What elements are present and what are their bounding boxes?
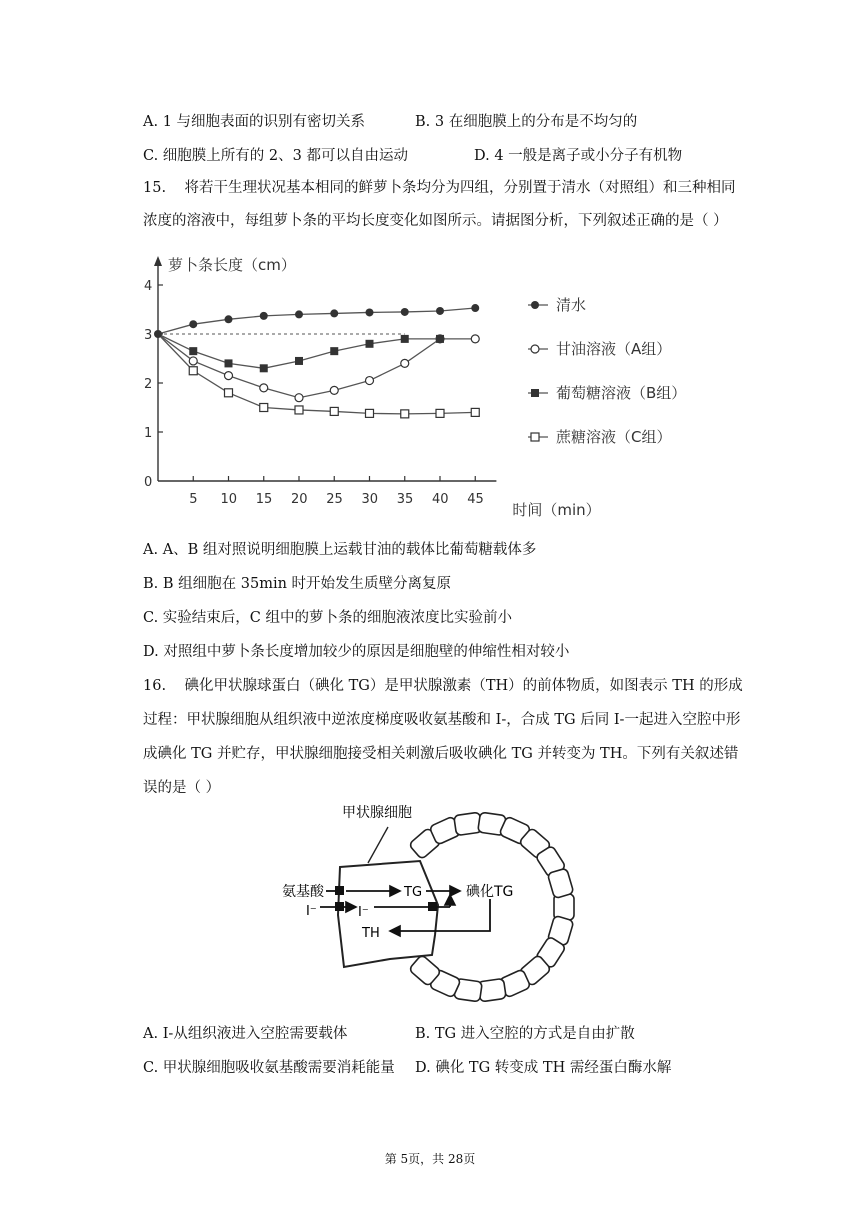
radish-length-chart: [130, 248, 687, 528]
chart-series: [154, 304, 479, 418]
series-point-2: [189, 347, 197, 355]
q15-option-c: C. 实验结束后，C 组中的萝卜条的细胞液浓度比实验前小: [143, 610, 512, 626]
th-label: TH: [362, 926, 380, 941]
q15-stem-text1: 将若干生理状况基本相同的鲜萝卜条均分为四组，分别置于清水（对照组）和三种相同: [184, 180, 736, 196]
series-point-2: [295, 357, 303, 365]
iodide-out-label: I⁻: [306, 904, 317, 919]
series-point-2: [260, 364, 268, 372]
series-point-2: [330, 347, 338, 355]
q15-number: 15.: [143, 180, 167, 196]
x-tick-label: 35: [396, 492, 414, 507]
series-point-2: [225, 359, 233, 367]
x-tick-label: 45: [467, 492, 484, 507]
q15-option-a: A. A、B 组对照说明细胞膜上运载甘油的载体比葡萄糖载体多: [143, 542, 537, 558]
x-tick-label: 20: [291, 492, 308, 507]
q15-option-d: D. 对照组中萝卜条长度增加较少的原因是细胞壁的伸缩性相对较小: [143, 644, 570, 660]
y-tick-label: 2: [144, 377, 153, 392]
q16-option-d: D. 碘化 TG 转变成 TH 需经蛋白酶水解: [415, 1060, 672, 1076]
series-point-0: [436, 307, 444, 315]
legend-marker-2: [531, 389, 539, 397]
q15-option-b: B. B 组细胞在 35min 时开始发生质壁分离复原: [143, 576, 452, 592]
legend-label-1: 甘油溶液（A组）: [556, 340, 672, 358]
series-point-3: [436, 409, 444, 417]
tg-label: TG: [404, 885, 423, 900]
series-point-1: [295, 394, 303, 402]
amino-acid-label: 氨基酸: [282, 884, 324, 900]
x-tick-label: 15: [255, 492, 273, 507]
series-point-2: [366, 340, 374, 348]
legend-marker-1: [531, 345, 539, 353]
series-point-3: [330, 407, 338, 415]
series-point-1: [471, 335, 479, 343]
y-axis-arrow: [154, 256, 162, 266]
y-tick-label: 4: [144, 279, 153, 294]
origin-label: 0: [144, 475, 153, 490]
cell-label: 甲状腺细胞: [342, 805, 412, 821]
series-point-0: [295, 310, 303, 318]
series-point-2: [436, 335, 444, 343]
q16-stem-line2: 过程：甲状腺细胞从组织液中逆浓度梯度吸收氨基酸和 I-，合成 TG 后同 I-一起进入空腔中形: [143, 712, 741, 728]
series-point-1: [330, 386, 338, 394]
series-point-0: [225, 315, 233, 323]
y-tick-label: 3: [144, 328, 153, 343]
series-point-3: [260, 404, 268, 412]
q14-option-d: D. 4 一般是离子或小分子有机物: [474, 148, 683, 164]
q16-option-a: A. I-从组织液进入空腔需要载体: [143, 1026, 348, 1042]
series-point-1: [366, 377, 374, 385]
series-point-3: [225, 389, 233, 397]
series-line-3: [158, 334, 475, 414]
y-axis-label: 萝卜条长度（cm）: [168, 256, 296, 274]
series-point-3: [189, 367, 197, 375]
series-line-1: [158, 334, 475, 398]
q16-option-c: C. 甲状腺细胞吸收氨基酸需要消耗能量: [143, 1060, 395, 1076]
start-point: [154, 330, 162, 338]
q14-option-c: C. 细胞膜上所有的 2、3 都可以自由运动: [143, 148, 408, 164]
legend-label-0: 清水: [556, 296, 587, 314]
cell-label-leader: [368, 827, 388, 863]
x-tick-label: 30: [361, 492, 379, 507]
q16-stem-line4: 误的是（ ）: [143, 780, 221, 796]
series-point-2: [401, 335, 409, 343]
legend-marker-3: [531, 433, 539, 441]
chart-axes: [144, 256, 601, 519]
series-point-0: [401, 308, 409, 316]
series-point-3: [401, 410, 409, 418]
legend-label-3: 蔗糖溶液（C组）: [556, 428, 672, 446]
series-point-0: [471, 304, 479, 312]
x-tick-label: 10: [220, 492, 238, 507]
series-point-0: [366, 308, 374, 316]
thyroid-follicle-diagram: [270, 795, 600, 1005]
q14-option-a: A. 1 与细胞表面的识别有密切关系: [143, 114, 366, 130]
series-line-0: [158, 308, 475, 334]
series-point-1: [189, 357, 197, 365]
q16-stem-text1: 碘化甲状腺球蛋白（碘化 TG）是甲状腺激素（TH）的前体物质，如图表示 TH 的形成: [184, 678, 743, 694]
series-point-0: [330, 309, 338, 317]
q14-option-b: B. 3 在细胞膜上的分布是不均匀的: [415, 114, 638, 130]
x-tick-label: 5: [189, 492, 198, 507]
series-point-1: [225, 372, 233, 380]
iodide-in-label: I⁻: [358, 905, 369, 920]
series-point-3: [366, 409, 374, 417]
series-point-3: [295, 406, 303, 414]
series-point-1: [401, 359, 409, 367]
x-tick-label: 25: [326, 492, 343, 507]
q15-stem-line1: [143, 178, 736, 198]
q16-option-b: B. TG 进入空腔的方式是自由扩散: [415, 1026, 635, 1042]
x-axis-label: 时间（min）: [512, 501, 601, 519]
chart-legend: [528, 296, 686, 446]
legend-label-2: 葡萄糖溶液（B组）: [556, 384, 687, 402]
q16-stem-line3: 成碘化 TG 并贮存，甲状腺细胞接受相关刺激后吸收碘化 TG 并转变为 TH。下列有关叙述错: [143, 746, 739, 762]
q15-stem-line2: 浓度的溶液中，每组萝卜条的平均长度变化如图所示。请据图分析，下列叙述正确的是（ ）: [143, 213, 728, 229]
series-point-3: [471, 408, 479, 416]
y-tick-label: 1: [144, 426, 153, 441]
thyroid-cell: [338, 861, 438, 967]
follicle-cell: [547, 868, 574, 899]
legend-marker-0: [531, 301, 539, 309]
series-point-0: [260, 312, 268, 320]
q16-number: 16.: [143, 678, 167, 694]
series-point-0: [189, 320, 197, 328]
q16-stem-line1: [143, 676, 743, 696]
aa-transporter: [335, 886, 344, 895]
iodinated-tg-label: 碘化TG: [466, 884, 514, 900]
series-point-1: [260, 384, 268, 392]
page-footer: 第 5页，共 28页: [384, 1152, 476, 1166]
x-tick-label: 40: [432, 492, 449, 507]
